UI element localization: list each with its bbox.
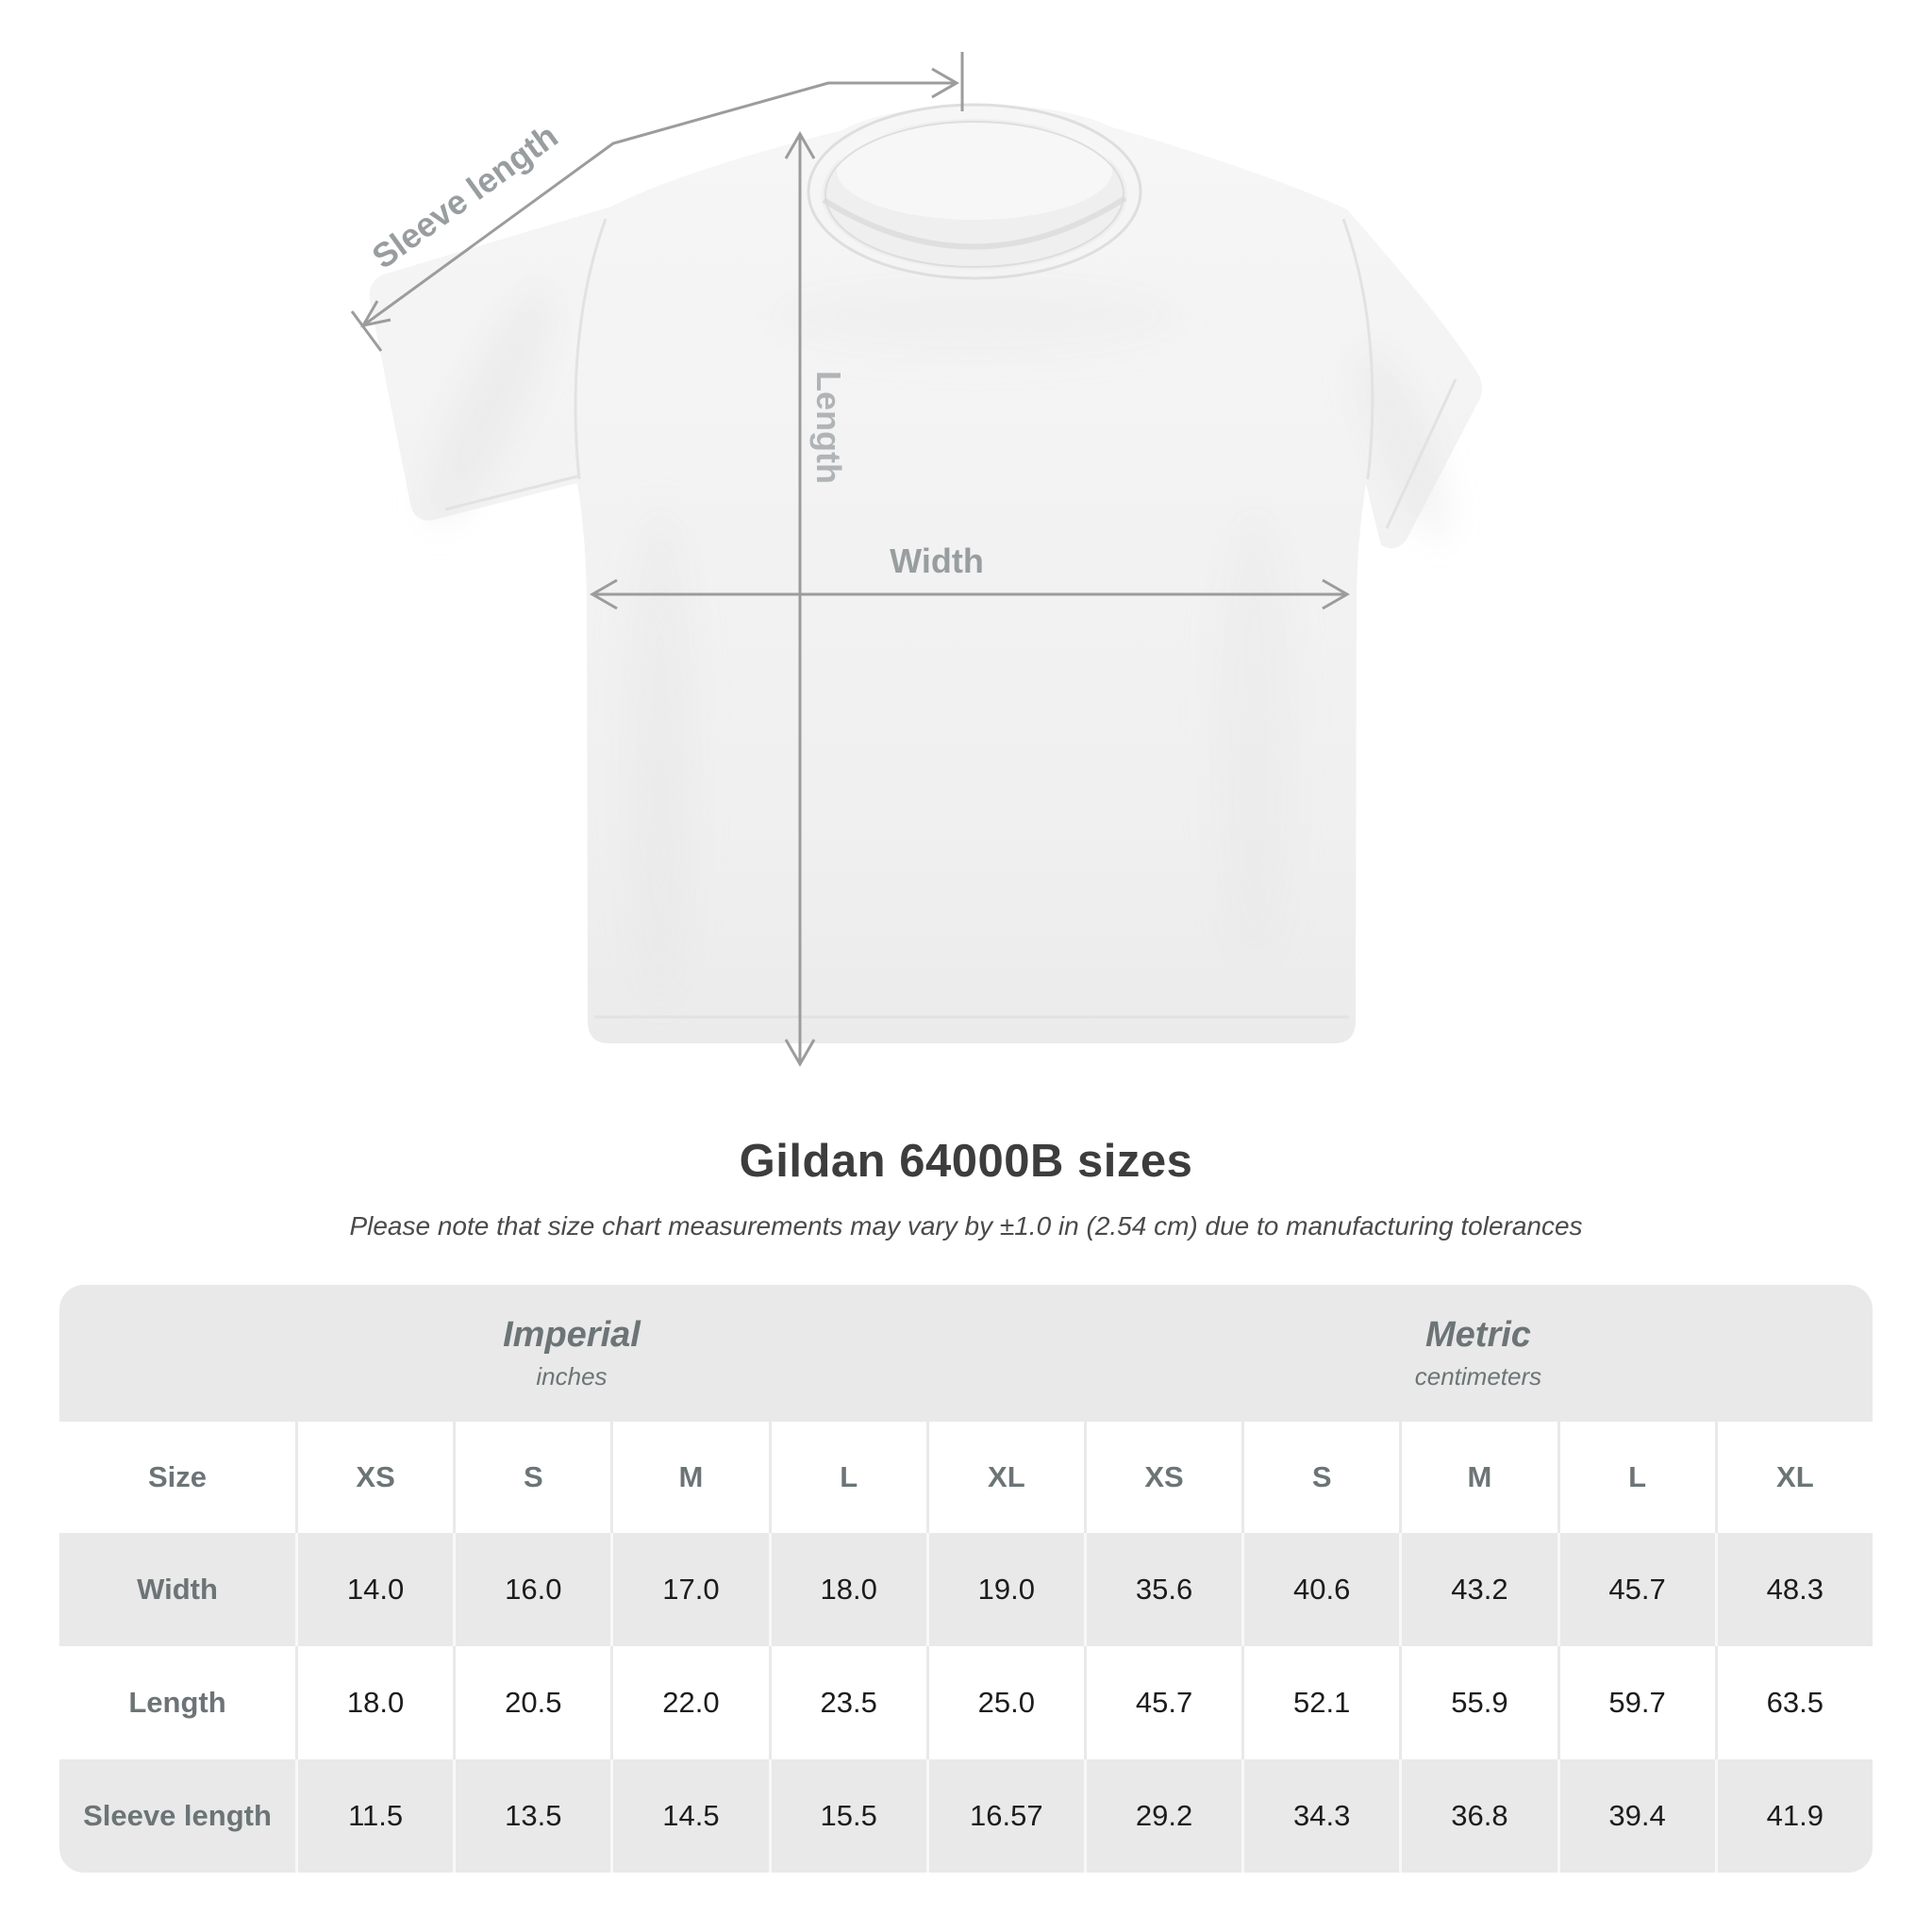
row-label: Length [59,1646,295,1759]
size-col: M [1399,1422,1557,1533]
table-cell: 52.1 [1241,1646,1399,1759]
table-cell: 14.0 [295,1533,453,1646]
metric-label: Metric [1425,1315,1531,1356]
size-col: M [610,1422,768,1533]
table-cell: 25.0 [926,1646,1084,1759]
table-cell: 45.7 [1084,1646,1241,1759]
metric-header [1084,1285,1873,1422]
page-title: Gildan 64000B sizes [739,1136,1193,1187]
size-col: XL [1715,1422,1873,1533]
table-cell: 23.5 [769,1646,926,1759]
row-label: Sleeve length [59,1759,295,1873]
table-cell: 18.0 [769,1533,926,1646]
table-cell: 16.57 [926,1759,1084,1873]
table-cell: 29.2 [1084,1759,1241,1873]
length-label: Length [809,371,848,484]
table-cell: 13.5 [453,1759,610,1873]
metric-unit: centimeters [1414,1361,1542,1391]
table-cell: 34.3 [1241,1759,1399,1873]
table-cell: 40.6 [1241,1533,1399,1646]
imperial-unit: inches [536,1361,608,1391]
table-cell: 22.0 [610,1646,768,1759]
table-cell: 63.5 [1715,1646,1873,1759]
imperial-label: Imperial [503,1315,641,1356]
table-cell: 41.9 [1715,1759,1873,1873]
size-col: XL [926,1422,1084,1533]
size-col: S [1241,1422,1399,1533]
size-table [59,1285,1873,1873]
table-cell: 43.2 [1399,1533,1557,1646]
table-cell: 48.3 [1715,1533,1873,1646]
imperial-header [59,1285,1084,1422]
sleeve-length-label: Sleeve length [364,116,565,276]
size-header-row [59,1422,1873,1533]
table-cell: 20.5 [453,1646,610,1759]
size-column-header: Size [59,1422,295,1533]
size-col: L [769,1422,926,1533]
table-cell: 16.0 [453,1533,610,1646]
size-col: S [453,1422,610,1533]
table-cell: 15.5 [769,1759,926,1873]
table-cell: 19.0 [926,1533,1084,1646]
table-row-length [59,1646,1873,1759]
size-col: XS [1084,1422,1241,1533]
table-cell: 45.7 [1557,1533,1715,1646]
table-cell: 14.5 [610,1759,768,1873]
size-col: XS [295,1422,453,1533]
collar [808,105,1141,278]
width-label: Width [890,541,984,580]
table-cell: 36.8 [1399,1759,1557,1873]
size-col: L [1557,1422,1715,1533]
table-row-width [59,1533,1873,1646]
table-cell: 17.0 [610,1533,768,1646]
table-row-sleeve-length [59,1759,1873,1873]
table-cell: 35.6 [1084,1533,1241,1646]
table-cell: 18.0 [295,1646,453,1759]
size-table-container [59,1285,1873,1873]
table-cell: 55.9 [1399,1646,1557,1759]
table-cell: 59.7 [1557,1646,1715,1759]
tolerance-note: Please note that size chart measurements may vary by ±1.0 in (2.54 cm) due to manufacturing tolerances [349,1211,1583,1241]
row-label: Width [59,1533,295,1646]
unit-header-row [59,1285,1873,1422]
table-cell: 11.5 [295,1759,453,1873]
table-cell: 39.4 [1557,1759,1715,1873]
